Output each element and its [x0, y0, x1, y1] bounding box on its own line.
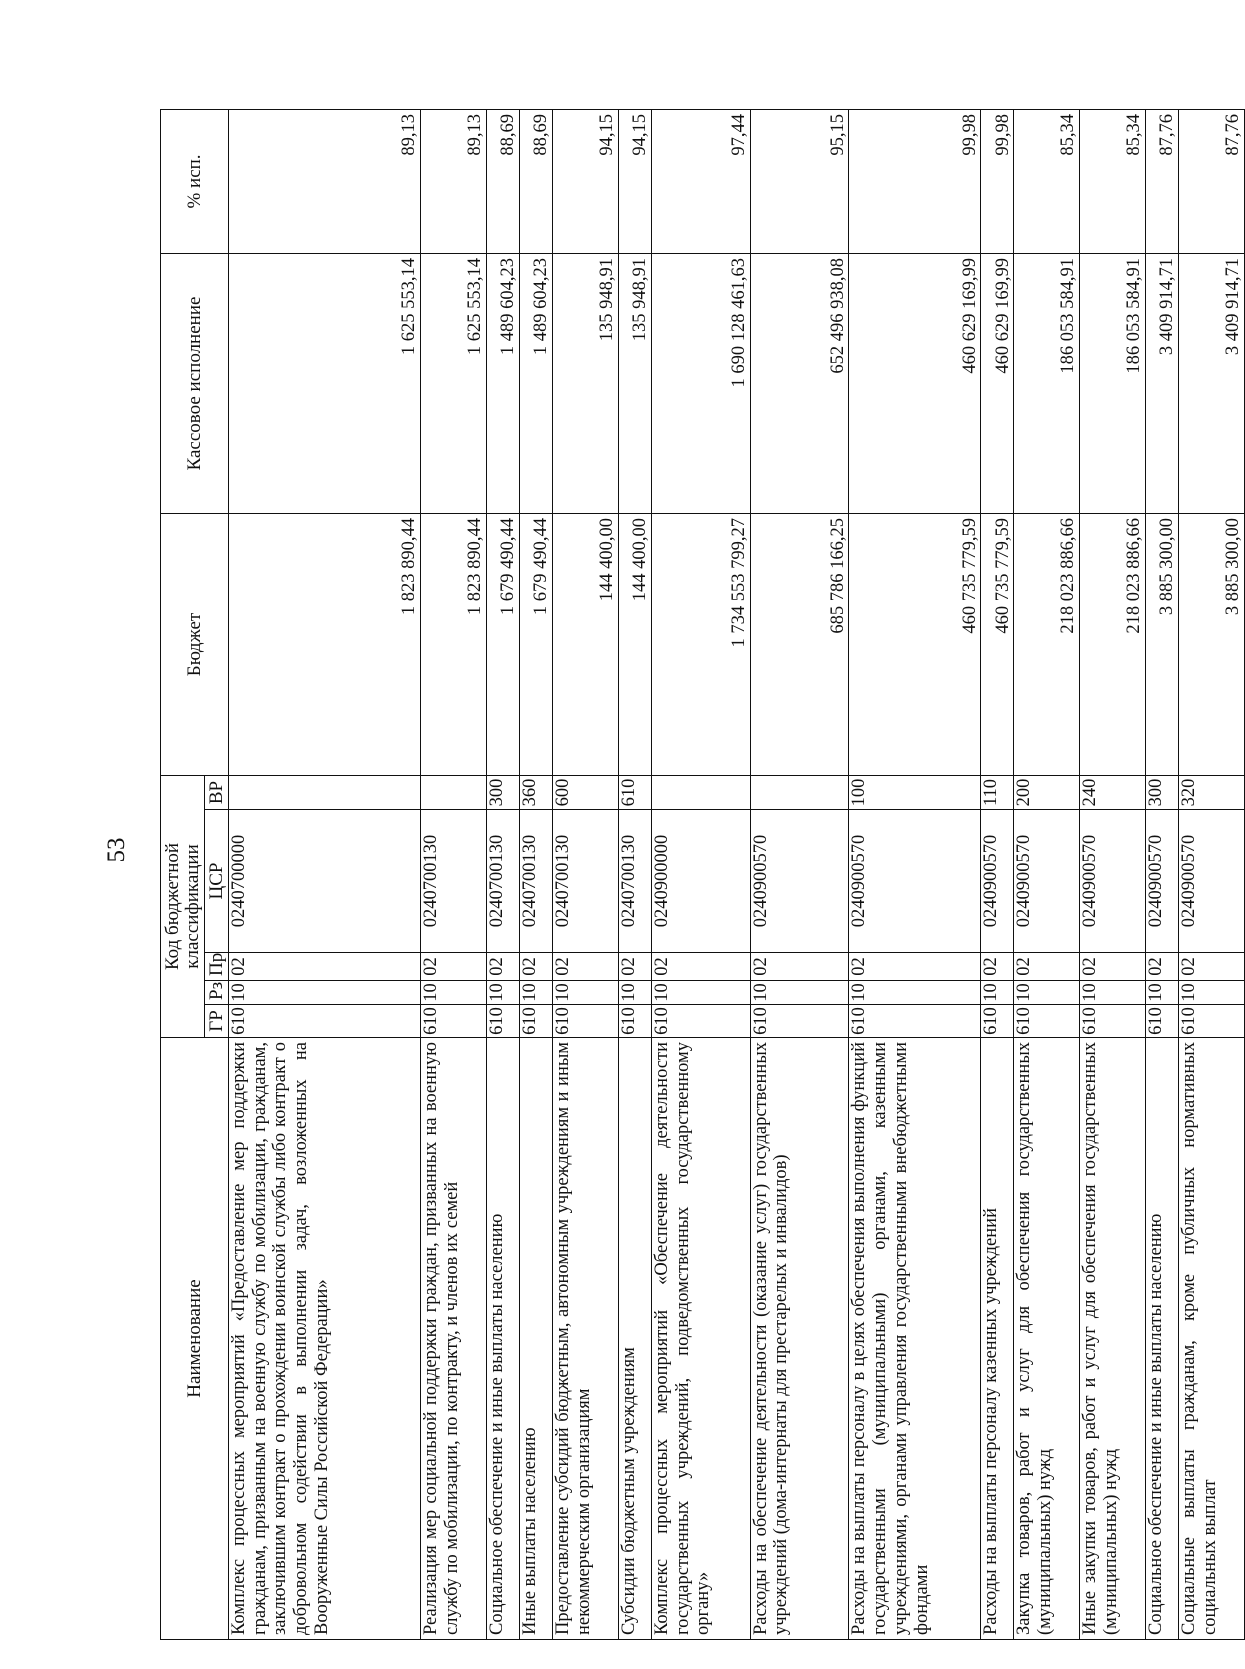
- row-percent-cell: 87,76: [1146, 109, 1179, 253]
- row-rz-cell: 10: [651, 981, 750, 1005]
- row-gr-cell: 610: [1146, 1005, 1179, 1038]
- row-cash-cell: 1 690 128 461,63: [651, 253, 750, 513]
- row-gr-cell: 610: [750, 1005, 849, 1038]
- row-percent-cell: 97,44: [651, 109, 750, 253]
- row-budget-cell: 1 823 890,44: [421, 513, 487, 775]
- row-budget-cell: 218 023 886,66: [1080, 513, 1146, 775]
- row-csr-cell: 0240900570: [1178, 810, 1244, 953]
- header-vr: ВР: [205, 775, 229, 809]
- row-gr-cell: 610: [651, 1005, 750, 1038]
- row-budget-cell: 1 679 490,44: [520, 513, 553, 775]
- row-vr-cell: 600: [552, 775, 618, 809]
- table-row: [981, 109, 1014, 1639]
- row-gr-cell: 610: [520, 1005, 553, 1038]
- row-budget-cell: 3 885 300,00: [1178, 513, 1244, 775]
- row-csr-cell: 0240900570: [1080, 810, 1146, 953]
- row-name-cell: Иные выплаты населению: [520, 1038, 553, 1640]
- header-rz: Рз: [205, 981, 229, 1005]
- row-budget-cell: 460 735 779,59: [849, 513, 981, 775]
- row-percent-cell: 95,15: [750, 109, 849, 253]
- row-percent-cell: 85,34: [1080, 109, 1146, 253]
- row-percent-cell: 88,69: [520, 109, 553, 253]
- header-gr: ГР: [205, 1005, 229, 1038]
- row-csr-cell: 0240900570: [1014, 810, 1080, 953]
- row-csr-cell: 0240700130: [421, 810, 487, 953]
- row-gr-cell: 610: [552, 1005, 618, 1038]
- row-csr-cell: 0240700130: [618, 810, 651, 953]
- row-gr-cell: 610: [1178, 1005, 1244, 1038]
- row-vr-cell: 110: [981, 775, 1014, 809]
- table-row: [229, 109, 421, 1639]
- row-pr-cell: 02: [520, 953, 553, 981]
- row-csr-cell: 0240900570: [981, 810, 1014, 953]
- row-pr-cell: 02: [1014, 953, 1080, 981]
- row-cash-cell: 186 053 584,91: [1014, 253, 1080, 513]
- table-row: [651, 109, 750, 1639]
- row-cash-cell: 186 053 584,91: [1080, 253, 1146, 513]
- row-name-cell: Иные закупки товаров, работ и услуг для обеспечения государственных (муниципальных) нужд: [1080, 1038, 1146, 1640]
- row-csr-cell: 0240700130: [552, 810, 618, 953]
- row-cash-cell: 460 629 169,99: [981, 253, 1014, 513]
- row-pr-cell: 02: [981, 953, 1014, 981]
- row-pr-cell: 02: [229, 953, 421, 981]
- row-vr-cell: 360: [520, 775, 553, 809]
- table-row: [1014, 109, 1080, 1639]
- table-row: [750, 109, 849, 1639]
- header-pr: Пр: [205, 953, 229, 981]
- row-pr-cell: 02: [1178, 953, 1244, 981]
- header-cash: Кассовое исполнение: [161, 253, 229, 513]
- header-name: Наименование: [161, 1038, 229, 1640]
- row-gr-cell: 610: [229, 1005, 421, 1038]
- row-budget-cell: 218 023 886,66: [1014, 513, 1080, 775]
- row-pr-cell: 02: [849, 953, 981, 981]
- row-cash-cell: 460 629 169,99: [849, 253, 981, 513]
- row-vr-cell: [651, 775, 750, 809]
- row-cash-cell: 135 948,91: [618, 253, 651, 513]
- row-csr-cell: 0240700130: [520, 810, 553, 953]
- row-vr-cell: 300: [1146, 775, 1179, 809]
- row-rz-cell: 10: [421, 981, 487, 1005]
- row-gr-cell: 610: [487, 1005, 520, 1038]
- row-pr-cell: 02: [421, 953, 487, 981]
- row-cash-cell: 1 625 553,14: [421, 253, 487, 513]
- row-name-cell: Расходы на обеспечение деятельности (оказание услуг) государственных учреждений (дома-интернаты для престарелых и инвалидов): [750, 1038, 849, 1640]
- budget-table: [160, 109, 1245, 1640]
- row-vr-cell: 200: [1014, 775, 1080, 809]
- row-csr-cell: 0240700000: [229, 810, 421, 953]
- row-gr-cell: 610: [618, 1005, 651, 1038]
- row-pr-cell: 02: [651, 953, 750, 981]
- row-percent-cell: 89,13: [421, 109, 487, 253]
- row-cash-cell: 135 948,91: [552, 253, 618, 513]
- header-percent: % исп.: [161, 109, 229, 253]
- row-percent-cell: 88,69: [487, 109, 520, 253]
- row-name-cell: Социальные выплаты гражданам, кроме публичных нормативных социальных выплат: [1178, 1038, 1244, 1640]
- row-rz-cell: 10: [552, 981, 618, 1005]
- row-csr-cell: 0240700130: [487, 810, 520, 953]
- row-rz-cell: 10: [1080, 981, 1146, 1005]
- page-number: 53: [103, 837, 130, 863]
- row-budget-cell: 1 734 553 799,27: [651, 513, 750, 775]
- row-percent-cell: 94,15: [618, 109, 651, 253]
- row-cash-cell: 3 409 914,71: [1146, 253, 1179, 513]
- row-name-cell: Расходы на выплаты персоналу в целях обеспечения выполнения функций государственными (муниципальными) органами, казенными учреждениями, органами управления государственными внебюджетными фондами: [849, 1038, 981, 1640]
- row-percent-cell: 89,13: [229, 109, 421, 253]
- row-cash-cell: 1 489 604,23: [487, 253, 520, 513]
- row-pr-cell: 02: [1146, 953, 1179, 981]
- row-name-cell: Предоставление субсидий бюджетным, автономным учреждениям и иным некоммерческим организациям: [552, 1038, 618, 1640]
- row-pr-cell: 02: [487, 953, 520, 981]
- row-name-cell: Социальное обеспечение и иные выплаты населению: [1146, 1038, 1179, 1640]
- row-rz-cell: 10: [750, 981, 849, 1005]
- row-gr-cell: 610: [849, 1005, 981, 1038]
- row-percent-cell: 85,34: [1014, 109, 1080, 253]
- row-name-cell: Реализация мер социальной поддержки граждан, призванных на военную службу по мобилизации, по контракту, и членов их семей: [421, 1038, 487, 1640]
- row-name-cell: Социальное обеспечение и иные выплаты населению: [487, 1038, 520, 1640]
- row-cash-cell: 1 489 604,23: [520, 253, 553, 513]
- row-vr-cell: 300: [487, 775, 520, 809]
- table-header: [161, 109, 229, 1639]
- row-vr-cell: [750, 775, 849, 809]
- row-pr-cell: 02: [750, 953, 849, 981]
- row-rz-cell: 10: [487, 981, 520, 1005]
- table-body: [229, 109, 1245, 1639]
- row-csr-cell: 0240900570: [849, 810, 981, 953]
- row-budget-cell: 144 400,00: [552, 513, 618, 775]
- row-percent-cell: 87,76: [1178, 109, 1244, 253]
- row-name-cell: Закупка товаров, работ и услуг для обеспечения государственных (муниципальных) нужд: [1014, 1038, 1080, 1640]
- row-gr-cell: 610: [1080, 1005, 1146, 1038]
- table-row: [421, 109, 487, 1639]
- row-name-cell: Субсидии бюджетным учреждениям: [618, 1038, 651, 1640]
- row-vr-cell: [421, 775, 487, 809]
- row-cash-cell: 1 625 553,14: [229, 253, 421, 513]
- row-budget-cell: 1 823 890,44: [229, 513, 421, 775]
- row-rz-cell: 10: [229, 981, 421, 1005]
- row-gr-cell: 610: [981, 1005, 1014, 1038]
- row-rz-cell: 10: [849, 981, 981, 1005]
- table-row: [520, 109, 553, 1639]
- row-percent-cell: 99,98: [981, 109, 1014, 253]
- row-budget-cell: 1 679 490,44: [487, 513, 520, 775]
- row-rz-cell: 10: [618, 981, 651, 1005]
- header-budget: Бюджет: [161, 513, 229, 775]
- row-rz-cell: 10: [1146, 981, 1179, 1005]
- row-budget-cell: 460 735 779,59: [981, 513, 1014, 775]
- row-pr-cell: 02: [1080, 953, 1146, 981]
- row-vr-cell: 610: [618, 775, 651, 809]
- row-budget-cell: 3 885 300,00: [1146, 513, 1179, 775]
- row-name-cell: Расходы на выплаты персоналу казенных учреждений: [981, 1038, 1014, 1640]
- table-row: [1178, 109, 1244, 1639]
- rotated-table-container: [160, 110, 1245, 1640]
- row-rz-cell: 10: [1014, 981, 1080, 1005]
- row-gr-cell: 610: [1014, 1005, 1080, 1038]
- row-cash-cell: 3 409 914,71: [1178, 253, 1244, 513]
- row-name-cell: Комплекс процессных мероприятий «Обеспечение деятельности государственных учреждений, подведомственных государственному органу»: [651, 1038, 750, 1640]
- row-vr-cell: [229, 775, 421, 809]
- table-row: [618, 109, 651, 1639]
- row-budget-cell: 144 400,00: [618, 513, 651, 775]
- row-vr-cell: 320: [1178, 775, 1244, 809]
- table-row: [487, 109, 520, 1639]
- table-row: [1146, 109, 1179, 1639]
- row-csr-cell: 0240900570: [1146, 810, 1179, 953]
- row-budget-cell: 685 786 166,25: [750, 513, 849, 775]
- table-row: [552, 109, 618, 1639]
- row-pr-cell: 02: [618, 953, 651, 981]
- header-code-group: Код бюджетной классификации: [161, 775, 205, 1037]
- table-row: [849, 109, 981, 1639]
- row-rz-cell: 10: [981, 981, 1014, 1005]
- row-csr-cell: 0240900000: [651, 810, 750, 953]
- table-row: [1080, 109, 1146, 1639]
- row-pr-cell: 02: [552, 953, 618, 981]
- row-rz-cell: 10: [520, 981, 553, 1005]
- row-vr-cell: 100: [849, 775, 981, 809]
- row-percent-cell: 99,98: [849, 109, 981, 253]
- row-cash-cell: 652 496 938,08: [750, 253, 849, 513]
- row-csr-cell: 0240900570: [750, 810, 849, 953]
- row-percent-cell: 94,15: [552, 109, 618, 253]
- row-name-cell: Комплекс процессных мероприятий «Предоставление мер поддержки гражданам, призванным на военную службу по мобилизации, гражданам, заключившим контракт о прохождении воинской службы либо контракт о добровольном содействии в выполнении задач, возложенных на Вооруженные Силы Российской Федерации»: [229, 1038, 421, 1640]
- row-gr-cell: 610: [421, 1005, 487, 1038]
- header-csr: ЦСР: [205, 810, 229, 953]
- row-vr-cell: 240: [1080, 775, 1146, 809]
- row-rz-cell: 10: [1178, 981, 1244, 1005]
